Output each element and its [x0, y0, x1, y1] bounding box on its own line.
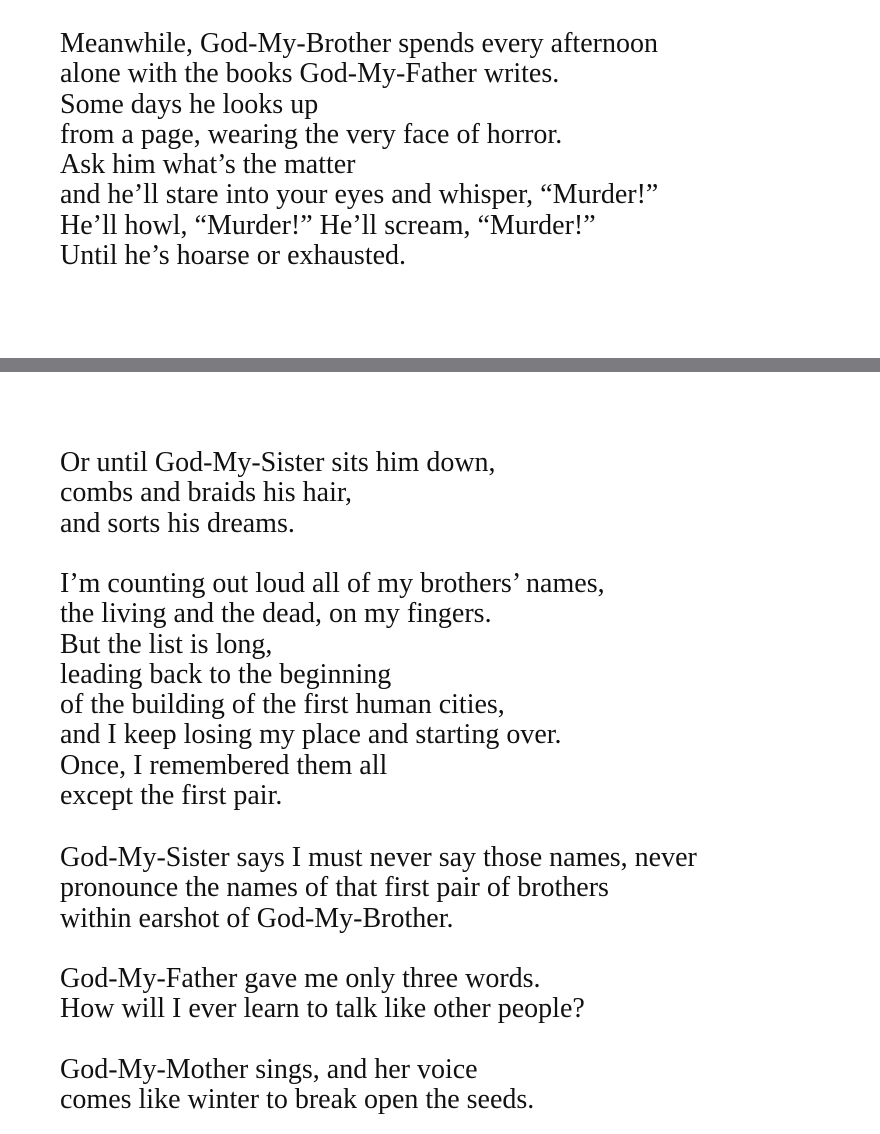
poem-line: and I keep losing my place and starting over. — [60, 719, 562, 751]
stanza — [60, 843, 697, 934]
poem-line: Ask him what’s the matter — [60, 149, 356, 181]
poem-line: God-My-Mother sings, and her voice — [60, 1054, 478, 1085]
page-top — [0, 0, 880, 358]
stanza — [60, 964, 585, 1025]
poem-line: from a page, wearing the very face of horror. — [60, 118, 563, 150]
poem-line: within earshot of God-My-Brother. — [60, 902, 454, 934]
page-divider — [0, 358, 880, 372]
poem-line: leading back to the beginning — [60, 658, 392, 690]
poem-line: He’ll howl, “Murder!” He’ll scream, “Murder!” — [60, 209, 596, 241]
poem-line: I’m counting out loud all of my brothers’ names, — [60, 568, 605, 599]
stanza — [60, 448, 496, 539]
poem-line: Meanwhile, God-My-Brother spends every afternoon — [60, 28, 658, 59]
stanza — [60, 569, 605, 811]
poem-line: the living and the dead, on my fingers. — [60, 598, 492, 630]
poem-line: alone with the books God-My-Father writes. — [60, 58, 560, 90]
poem-line: Or until God-My-Sister sits him down, — [60, 447, 496, 478]
page-bottom — [0, 372, 880, 1134]
poem-line: combs and braids his hair, — [60, 477, 353, 509]
poem-line: Until he’s hoarse or exhausted. — [60, 240, 407, 272]
poem-line: of the building of the first human cities, — [60, 689, 505, 721]
poem-line: God-My-Sister says I must never say those names, never — [60, 842, 697, 873]
poem-line: Some days he looks up — [60, 88, 319, 120]
poem-line: Once, I remembered them all — [60, 749, 388, 781]
poem-line: except the first pair. — [60, 780, 283, 812]
poem-line: pronounce the names of that first pair of brothers — [60, 872, 609, 904]
stanza — [60, 29, 658, 271]
stanza — [60, 1055, 534, 1116]
poem-line: comes like winter to break open the seeds. — [60, 1084, 535, 1116]
poem-line: and sorts his dreams. — [60, 507, 295, 539]
poem-line: and he’ll stare into your eyes and whisper, “Murder!” — [60, 179, 659, 211]
poem-line: How will I ever learn to talk like other people? — [60, 993, 585, 1025]
poem-line: But the list is long, — [60, 628, 273, 660]
poem-line: God-My-Father gave me only three words. — [60, 963, 541, 994]
